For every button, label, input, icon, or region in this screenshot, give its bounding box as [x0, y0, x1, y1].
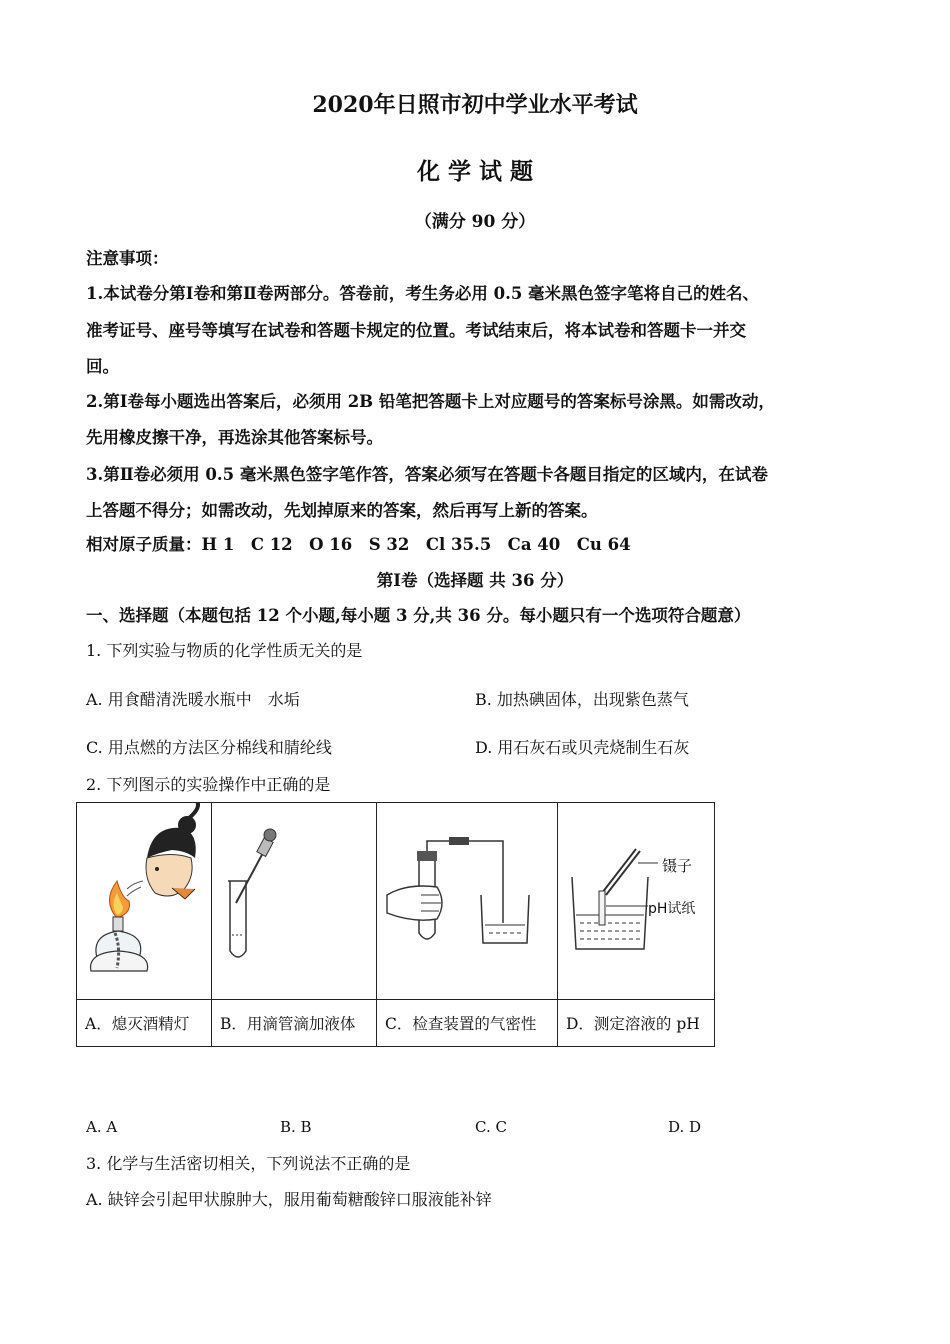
q2-option-b[interactable]: B. B [280, 1118, 312, 1136]
figure-a-cell [77, 803, 212, 1000]
note-3-line-2: 上答题不得分；如需改动，先划掉原来的答案，然后再写上新的答案。 [86, 501, 598, 520]
note-2-line-2: 先用橡皮擦干净，再选涂其他答案标号。 [86, 428, 383, 447]
figure-d-cell [558, 803, 715, 1000]
caption-b: B．用滴管滴加液体 [212, 1000, 377, 1047]
note-2-line-1: 2.第Ⅰ卷每小题选出答案后，必须用 2B 铅笔把答题卡上对应题号的答案标号涂黑。如需改动， [86, 392, 775, 411]
subject-title: 化 学 试 题 [416, 158, 534, 185]
atomic-masses: 相对原子质量：H 1 C 12 O 16 S 32 Cl 35.5 Ca 40 Cu 64 [86, 535, 631, 554]
q1-option-a[interactable]: A. 用食醋清洗暖水瓶中 水垢 [86, 690, 300, 709]
figure-b-cell [212, 803, 377, 1000]
q2-stem: 2. 下列图示的实验操作中正确的是 [86, 775, 331, 794]
section-heading: 一、选择题（本题包括 12 个小题,每小题 3 分,共 36 分。每小题只有一个选项符合题意） [86, 606, 751, 625]
q3-option-a[interactable]: A. 缺锌会引起甲状腺肿大，服用葡萄糖酸锌口服液能补锌 [86, 1190, 492, 1209]
airtightness-check-illustration [377, 803, 557, 999]
exam-title: 2020年日照市初中学业水平考试 [312, 92, 638, 118]
q2-option-d[interactable]: D. D [668, 1118, 702, 1136]
part-1-heading: 第Ⅰ卷（选择题 共 36 分） [376, 571, 574, 590]
caption-a: A．熄灭酒精灯 [77, 1000, 212, 1047]
figure-c-cell [377, 803, 558, 1000]
note-3-line-1: 3.第Ⅱ卷必须用 0.5 毫米黑色签字笔作答，答案必须写在答题卡各题目指定的区域内，在试卷 [86, 465, 768, 484]
dropper-test-tube-illustration [212, 803, 376, 999]
caption-c: C．检查装置的气密性 [377, 1000, 558, 1047]
q1-option-d[interactable]: D. 用石灰石或贝壳烧制生石灰 [475, 738, 690, 757]
q2-figure-table [76, 802, 715, 1047]
caption-d: D．测定溶液的 pH [558, 1000, 715, 1047]
alcohol-lamp-blowing-illustration [77, 803, 211, 999]
q2-option-c[interactable]: C. C [475, 1118, 507, 1136]
q1-option-b[interactable]: B. 加热碘固体，出现紫色蒸气 [475, 690, 689, 709]
full-score: （满分 90 分） [414, 212, 536, 232]
q1-stem: 1. 下列实验与物质的化学性质无关的是 [86, 641, 363, 660]
q3-stem: 3. 化学与生活密切相关，下列说法不正确的是 [86, 1154, 411, 1173]
note-1-line-1: 1.本试卷分第Ⅰ卷和第Ⅱ卷两部分。答卷前，考生务必用 0.5 毫米黑色签字笔将自己的姓名、 [86, 284, 760, 303]
q2-option-a[interactable]: A. A [86, 1118, 118, 1136]
q1-option-c[interactable]: C. 用点燃的方法区分棉线和腈纶线 [86, 738, 332, 757]
notes-heading: 注意事项： [86, 249, 169, 268]
note-1-line-3: 回。 [86, 357, 119, 376]
tweezers-label: 镊子 [662, 857, 693, 875]
note-1-line-2: 准考证号、座号等填写在试卷和答题卡规定的位置。考试结束后，将本试卷和答题卡一并交 [86, 321, 746, 340]
ph-paper-label: pH试纸 [648, 901, 696, 917]
